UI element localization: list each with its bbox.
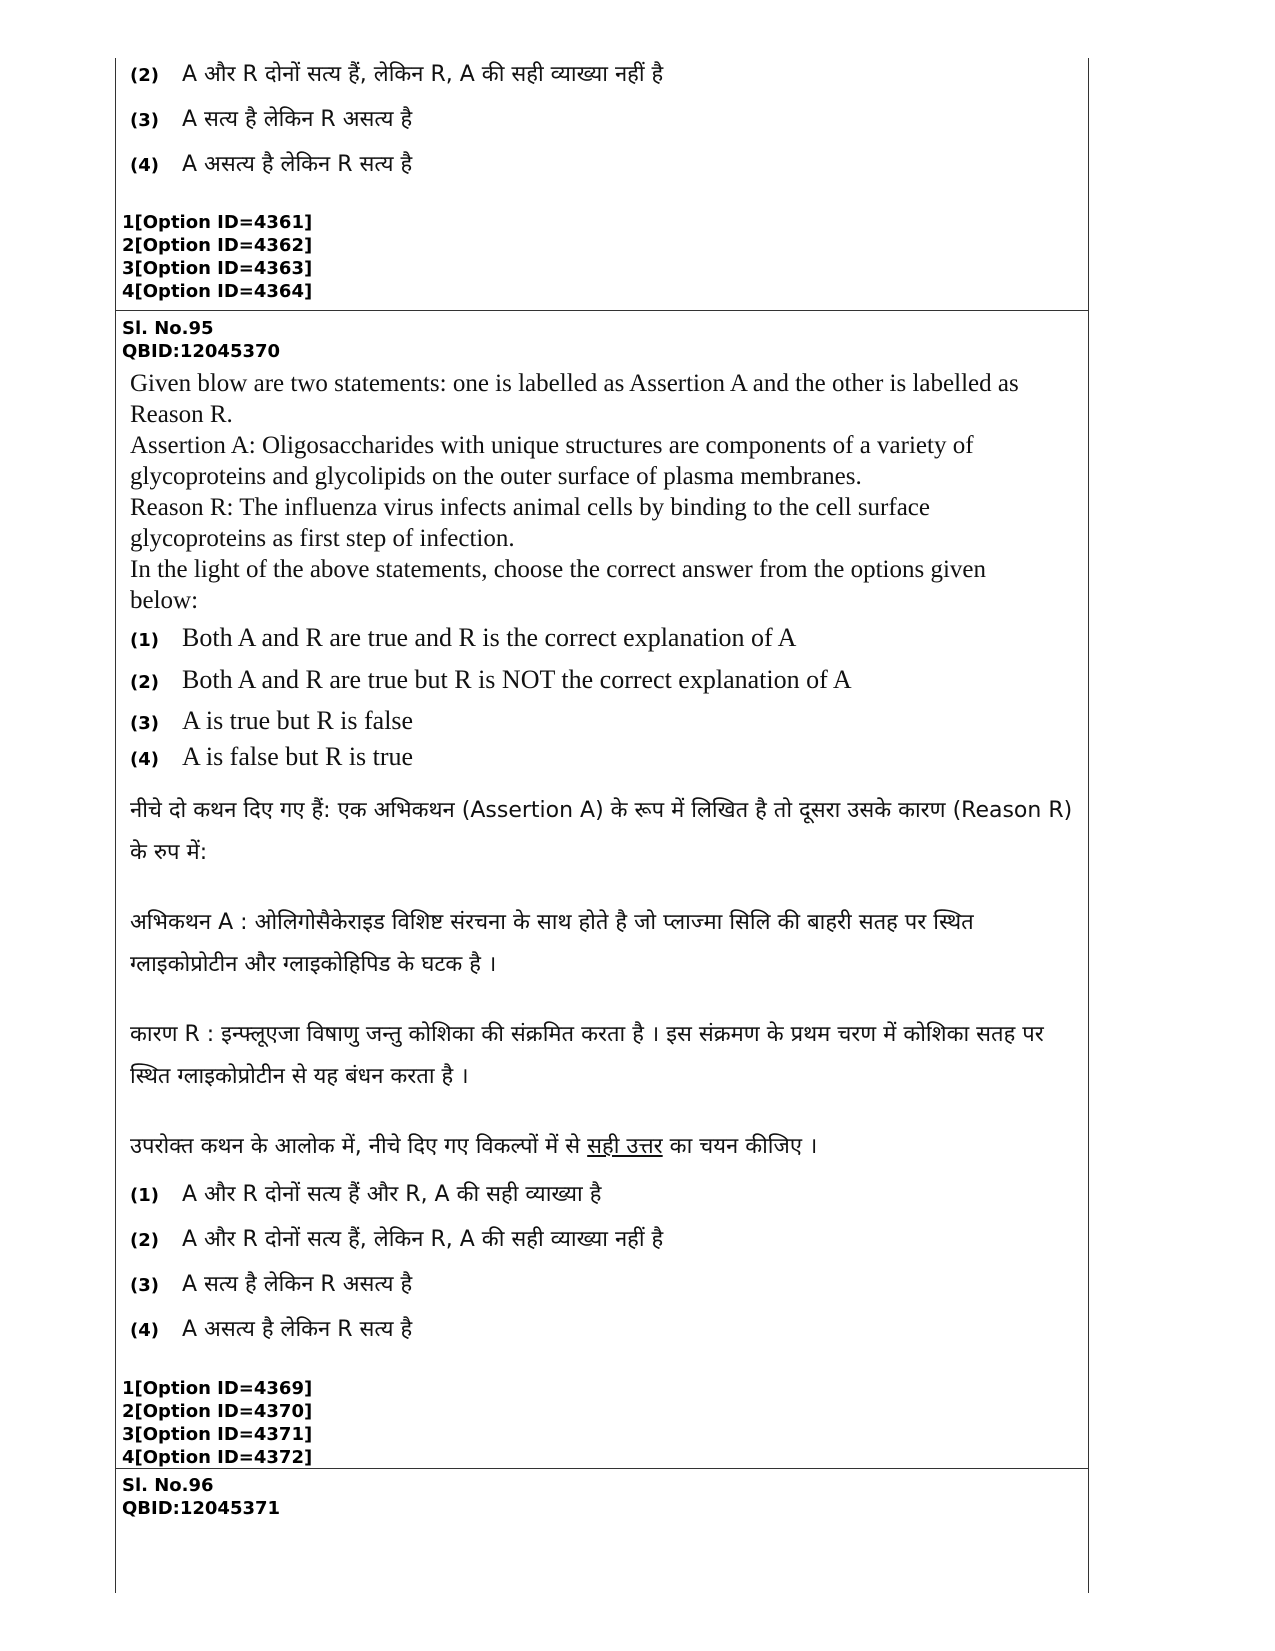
- instruction-pre: उपरोक्त कथन के आलोक में, नीचे दिए गए विकल्पों में से: [130, 1134, 588, 1159]
- instruction-text: In the light of the above statements, choose the correct answer from the options given below:: [130, 556, 986, 614]
- reason-text: Reason R: The influenza virus infects animal cells by binding to the cell surface glycoproteins as first step of infection.: [130, 494, 930, 552]
- qbid: QBID:12045370: [122, 341, 281, 362]
- option-text: A is true but R is false: [182, 706, 414, 735]
- option-number: (4): [130, 155, 159, 176]
- option-text: Both A and R are true and R is the correct explanation of A: [182, 623, 797, 652]
- option-text: A असत्य है लेकिन R सत्य है: [182, 1317, 413, 1342]
- option-id: 3[Option ID=4371]: [122, 1424, 313, 1445]
- option-text: A और R दोनों सत्य हैं, लेकिन R, A की सही व्याख्या नहीं है: [182, 62, 664, 87]
- question-intro: Given blow are two statements: one is labelled as Assertion A and the other is labelled as Reason R.: [130, 370, 1019, 428]
- option-text: A सत्य है लेकिन R असत्य है: [182, 1272, 413, 1297]
- option-number: (2): [130, 672, 159, 693]
- option-number: (3): [130, 110, 159, 131]
- hindi-assertion: अभिकथन A : ओलिगोसैकेराइड विशिष्ट संरचना के साथ होते है जो प्लाज्मा सिलि की बाहरी सतह पर स्थित ग्लाइकोप्रोटीन और ग्लाइकोहिपिड के घटक है ।: [130, 910, 974, 977]
- option-text: A सत्य है लेकिन R असत्य है: [182, 107, 413, 132]
- option-id: 2[Option ID=4362]: [122, 235, 313, 256]
- prev-option-3: [130, 103, 412, 133]
- serial-number: Sl. No.95: [122, 318, 214, 339]
- option-number: (2): [130, 1230, 159, 1251]
- table-right-border: [1088, 58, 1089, 1593]
- hindi-intro: नीचे दो कथन दिए गए हैं: एक अभिकथन (Assertion A) के रूप में लिखित है तो दूसरा उसके कारण (Reason R) के रुप में:: [130, 798, 1073, 865]
- hindi-option-3: [130, 1268, 412, 1298]
- english-option-4: [130, 742, 413, 772]
- english-option-1: [130, 623, 796, 653]
- option-id: 1[Option ID=4369]: [122, 1378, 313, 1399]
- option-text: A और R दोनों सत्य हैं, लेकिन R, A की सही व्याख्या नहीं है: [182, 1227, 664, 1252]
- qbid: QBID:12045371: [122, 1498, 281, 1519]
- english-option-3: [130, 706, 413, 736]
- hindi-reason: कारण R : इन्फ्लूएजा विषाणु जन्तु कोशिका की संक्रमित करता है । इस संक्रमण के प्रथम चरण में कोशिका सतह पर स्थित ग्लाइकोप्रोटीन से यह बंधन करता है ।: [130, 1022, 1044, 1089]
- option-text: A और R दोनों सत्य हैं और R, A की सही व्याख्या है: [182, 1182, 602, 1207]
- option-number: (2): [130, 65, 159, 86]
- hindi-option-4: [130, 1313, 412, 1343]
- option-number: (4): [130, 749, 159, 770]
- prev-option-2: [130, 58, 663, 88]
- option-text: A is false but R is true: [182, 742, 414, 771]
- assertion-text: Assertion A: Oligosaccharides with unique structures are components of a variety of glycoproteins and glycolipids on the outer surface of plasma membranes.: [130, 432, 974, 490]
- option-id: 2[Option ID=4370]: [122, 1401, 313, 1422]
- prev-option-ids: [122, 211, 1077, 303]
- option-number: (4): [130, 1320, 159, 1341]
- option-number: (3): [130, 1275, 159, 1296]
- option-id: 1[Option ID=4361]: [122, 212, 313, 233]
- option-id: 4[Option ID=4364]: [122, 281, 313, 302]
- hindi-option-1: [130, 1178, 601, 1208]
- option-number: (1): [130, 1185, 159, 1206]
- row-divider-95: [115, 310, 1089, 311]
- option-number: (1): [130, 630, 159, 651]
- option-text: A असत्य है लेकिन R सत्य है: [182, 152, 413, 177]
- prev-option-4: [130, 148, 412, 178]
- option-id: 3[Option ID=4363]: [122, 258, 313, 279]
- instruction-post: का चयन कीजिए ।: [662, 1134, 818, 1159]
- q95-option-ids: [122, 1377, 1077, 1469]
- question-96-header: [122, 1474, 1077, 1520]
- instruction-underlined: सही उत्तर: [587, 1134, 663, 1159]
- option-id: 4[Option ID=4372]: [122, 1447, 313, 1468]
- english-option-2: [130, 665, 852, 695]
- table-left-border: [115, 58, 116, 1593]
- hindi-option-2: [130, 1223, 663, 1253]
- hindi-instruction: [130, 1126, 1080, 1168]
- question-95-english: [130, 368, 1060, 616]
- option-number: (3): [130, 713, 159, 734]
- option-text: Both A and R are true but R is NOT the correct explanation of A: [182, 665, 852, 694]
- question-95-header: [122, 317, 1077, 363]
- serial-number: Sl. No.96: [122, 1475, 214, 1496]
